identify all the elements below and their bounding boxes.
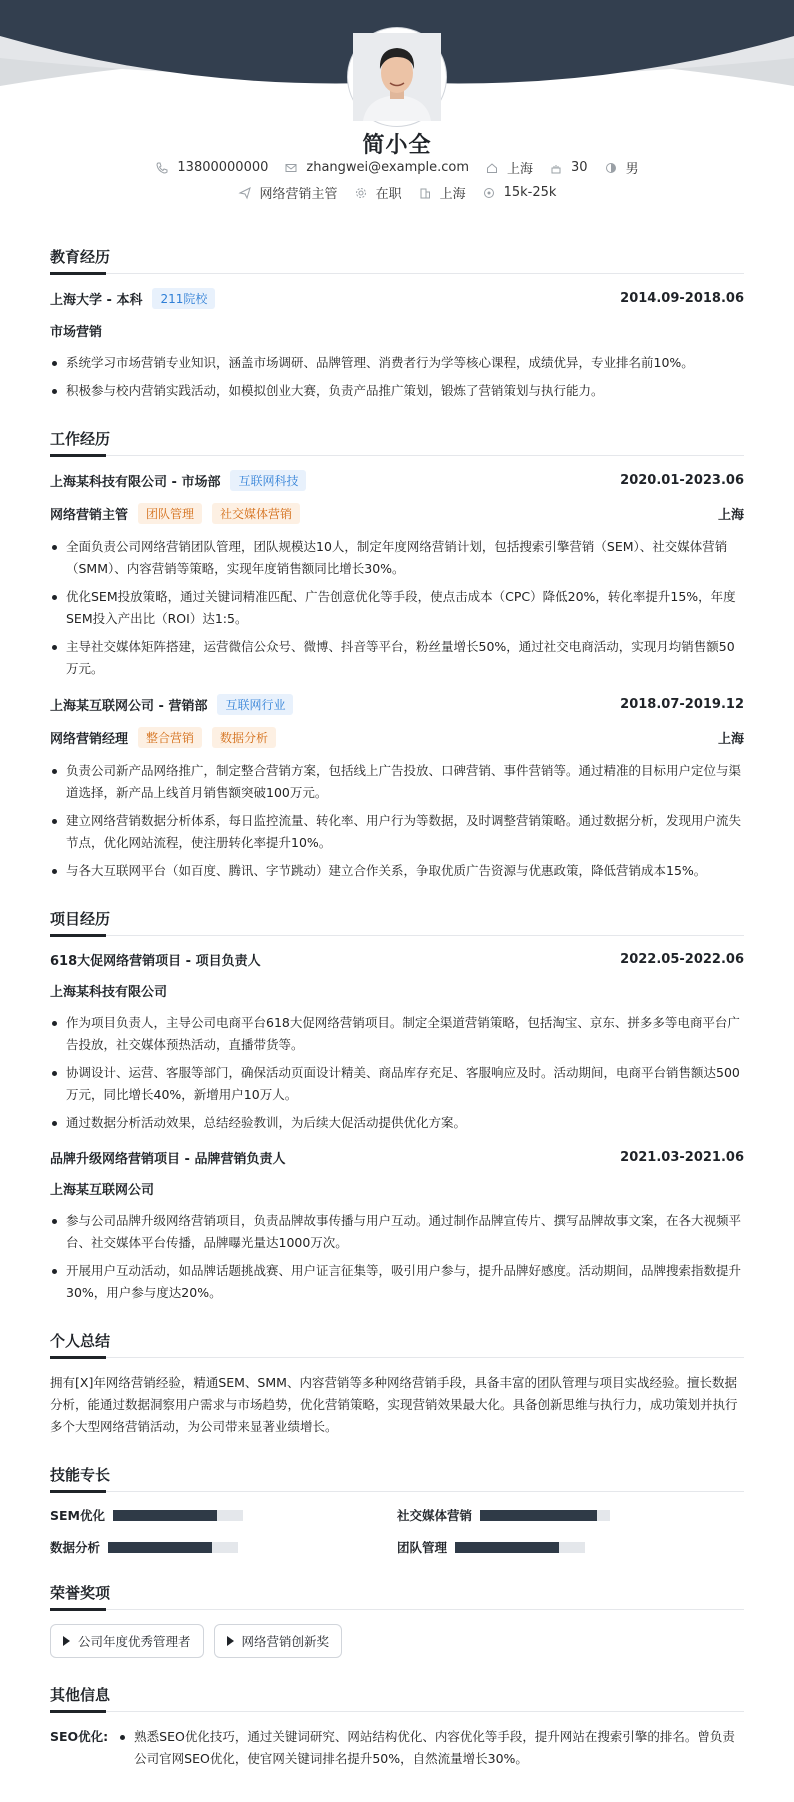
summary-text: 拥有[X]年网络营销经验，精通SEM、SMM、内容营销等多种网络营销手段，具备丰富的团队管理与项目实战经验。擅长数据分析，能通过数据洞察用户需求与市场趋势，优化营销策略，实现营销效果最大化。具备创新思维与执行力，成功策划并执行多个大型网络营销活动，为公司带来显著业绩增长。 [50, 1375, 738, 1434]
gender-item: 男 [604, 158, 639, 177]
job-role-row [50, 503, 744, 524]
skill-name: 团队管理 [397, 1540, 448, 1555]
section-title: 教育经历 [50, 246, 744, 274]
list-item: 开展用户互动活动，如品牌话题挑战赛、用户证言征集等，吸引用户参与，提升品牌好感度。活动期间，品牌搜索指数提升30%，用户参与度达20%。 [50, 1260, 744, 1304]
list-item: 优化SEM投放策略，通过关键词精准匹配、广告创意优化等手段，使点击成本（CPC）降低20%，转化率提升15%，年度SEM投入产出比（ROI）达1:5。 [50, 586, 744, 630]
skill-bar-fill [480, 1510, 597, 1521]
industry-tag: 互联网行业 [217, 694, 293, 715]
status-item: 在职 [354, 183, 402, 202]
list-item: 全面负责公司网络营销团队管理，团队规模达10人，制定年度网络营销计划，包括搜索引擎营销（SEM）、社交媒体营销（SMM）、内容营销等策略，实现年度销售额同比增长30%。 [50, 536, 744, 580]
job-city: 上海 [717, 732, 744, 747]
job-role: 网络营销主管 [50, 508, 129, 523]
salary-item: 15k-25k [482, 185, 557, 200]
gear-icon [354, 186, 368, 200]
resume-body [50, 246, 744, 1802]
section-title: 工作经历 [50, 428, 744, 456]
play-icon [63, 1636, 70, 1646]
skill-tag: 团队管理 [138, 503, 202, 524]
skill-name: 社交媒体营销 [397, 1508, 473, 1523]
skill-bar [480, 1510, 610, 1521]
company-name: 上海某科技有限公司 - 市场部 [50, 475, 221, 490]
job-role-row [50, 727, 744, 748]
school-tag: 211院校 [152, 288, 215, 309]
project-company: 上海某互联网公司 [50, 1183, 155, 1198]
list-item: 系统学习市场营销专业知识，涵盖市场调研、品牌管理、消费者行为学等核心课程，成绩优异，专业排名前10%。 [50, 352, 744, 374]
education-period: 2014.09-2018.06 [620, 291, 744, 306]
other-info [50, 1726, 744, 1776]
list-item: 通过数据分析活动效果，总结经验教训，为后续大促活动提供优化方案。 [50, 1112, 744, 1134]
school-name: 上海大学 - 本科 [50, 293, 143, 308]
skill-item [397, 1506, 744, 1524]
awards-list [50, 1624, 744, 1658]
award-item: 公司年度优秀管理者 [50, 1624, 204, 1658]
list-item: 协调设计、运营、客服等部门，确保活动页面设计精美、商品库存充足、客服响应及时。活动期间，电商平台销售额达500万元，同比增长40%，新增用户10万人。 [50, 1062, 744, 1106]
skill-bar [113, 1510, 243, 1521]
skills-section [50, 1464, 744, 1556]
contact-row [0, 158, 794, 177]
phone-item: 13800000000 [155, 160, 268, 175]
skill-item [50, 1506, 397, 1524]
section-title: 个人总结 [50, 1330, 744, 1358]
phone-icon [155, 161, 169, 175]
skill-tag: 数据分析 [212, 727, 276, 748]
skill-item [50, 1538, 397, 1556]
project-bullets [50, 1210, 744, 1304]
education-header [50, 288, 744, 309]
section-title: 其他信息 [50, 1684, 744, 1712]
major: 市场营销 [50, 325, 103, 340]
job-header [50, 470, 744, 491]
awards-section [50, 1582, 744, 1658]
mail-icon [284, 161, 298, 175]
cake-icon [549, 161, 563, 175]
projects-section [50, 908, 744, 1304]
skill-bar [455, 1542, 585, 1553]
skill-name: SEM优化 [50, 1508, 105, 1523]
gender-icon [604, 161, 618, 175]
other-label: SEO优化: [50, 1729, 109, 1744]
summary-section [50, 1330, 744, 1438]
job-period: 2020.01-2023.06 [620, 473, 744, 488]
candidate-name: 简小全 [362, 133, 432, 158]
play-icon [227, 1636, 234, 1646]
list-item: 作为项目负责人，主导公司电商平台618大促网络营销项目。制定全渠道营销策略，包括淘宝、京东、拼多多等电商平台广告投放，社交媒体预热活动，直播带货等。 [50, 1012, 744, 1056]
project-header [50, 950, 744, 969]
company-name: 上海某互联网公司 - 营销部 [50, 699, 208, 714]
age-item: 30 [549, 160, 588, 175]
project-period: 2022.05-2022.06 [620, 952, 744, 967]
skill-tag: 整合营销 [138, 727, 202, 748]
education-bullets [50, 352, 744, 402]
skill-bar [108, 1542, 238, 1553]
project-header [50, 1148, 744, 1167]
position-item: 网络营销主管 [238, 183, 338, 202]
skill-bar-fill [113, 1510, 217, 1521]
job-role: 网络营销经理 [50, 732, 129, 747]
section-title: 荣誉奖项 [50, 1582, 744, 1610]
skill-name: 数据分析 [50, 1540, 101, 1555]
list-item: 负责公司新产品网络推广，制定整合营销方案，包括线上广告投放、口碑营销、事件营销等。通过精准的目标用户定位与渠道选择，新产品上线首月销售额突破100万元。 [50, 760, 744, 804]
project-name: 品牌升级网络营销项目 - 品牌营销负责人 [50, 1152, 286, 1167]
job-bullets [50, 760, 744, 882]
send-icon [238, 186, 252, 200]
industry-tag: 互联网科技 [230, 470, 306, 491]
job-header [50, 694, 744, 715]
project-bullets [50, 1012, 744, 1134]
education-section [50, 246, 744, 402]
job-city: 上海 [717, 508, 744, 523]
job-intent-row [0, 183, 794, 202]
list-item: 积极参与校内营销实践活动，如模拟创业大赛，负责产品推广策划，锻炼了营销策划与执行能力。 [50, 380, 744, 402]
award-item: 网络营销创新奖 [214, 1624, 343, 1658]
skill-item [397, 1538, 744, 1556]
building-icon [418, 186, 432, 200]
coin-icon [482, 186, 496, 200]
section-title: 项目经历 [50, 908, 744, 936]
skill-bar-fill [108, 1542, 212, 1553]
city-item: 上海 [485, 158, 533, 177]
list-item: 熟悉SEO优化技巧，通过关键词研究、网站结构优化、内容优化等手段，提升网站在搜索引擎的排名。曾负责公司官网SEO优化，使官网关键词排名提升50%，自然流量增长30%。 [118, 1726, 744, 1770]
work-section [50, 428, 744, 882]
job-bullets [50, 536, 744, 680]
other-section [50, 1684, 744, 1776]
section-title: 技能专长 [50, 1464, 744, 1492]
list-item: 参与公司品牌升级网络营销项目，负责品牌故事传播与用户互动。通过制作品牌宣传片、撰写品牌故事文案，在各大视频平台、社交媒体平台传播，品牌曝光量达1000万次。 [50, 1210, 744, 1254]
list-item: 主导社交媒体矩阵搭建，运营微信公众号、微博、抖音等平台，粉丝量增长50%，通过社交电商活动，实现月均销售额50万元。 [50, 636, 744, 680]
skill-bar-fill [455, 1542, 559, 1553]
list-item: 与各大互联网平台（如百度、腾讯、字节跳动）建立合作关系，争取优质广告资源与优惠政策，降低营销成本15%。 [50, 860, 744, 882]
avatar [348, 28, 446, 126]
work-city-item: 上海 [418, 183, 466, 202]
skill-tag: 社交媒体营销 [212, 503, 300, 524]
job-period: 2018.07-2019.12 [620, 697, 744, 712]
email-item: zhangwei@example.com [284, 160, 469, 175]
skills-grid [50, 1506, 744, 1556]
project-name: 618大促网络营销项目 - 项目负责人 [50, 954, 261, 969]
project-company: 上海某科技有限公司 [50, 985, 168, 1000]
home-icon [485, 161, 499, 175]
project-period: 2021.03-2021.06 [620, 1150, 744, 1165]
list-item: 建立网络营销数据分析体系，每日监控流量、转化率、用户行为等数据，及时调整营销策略。通过数据分析，发现用户流失节点，优化网站流程，使注册转化率提升10%。 [50, 810, 744, 854]
